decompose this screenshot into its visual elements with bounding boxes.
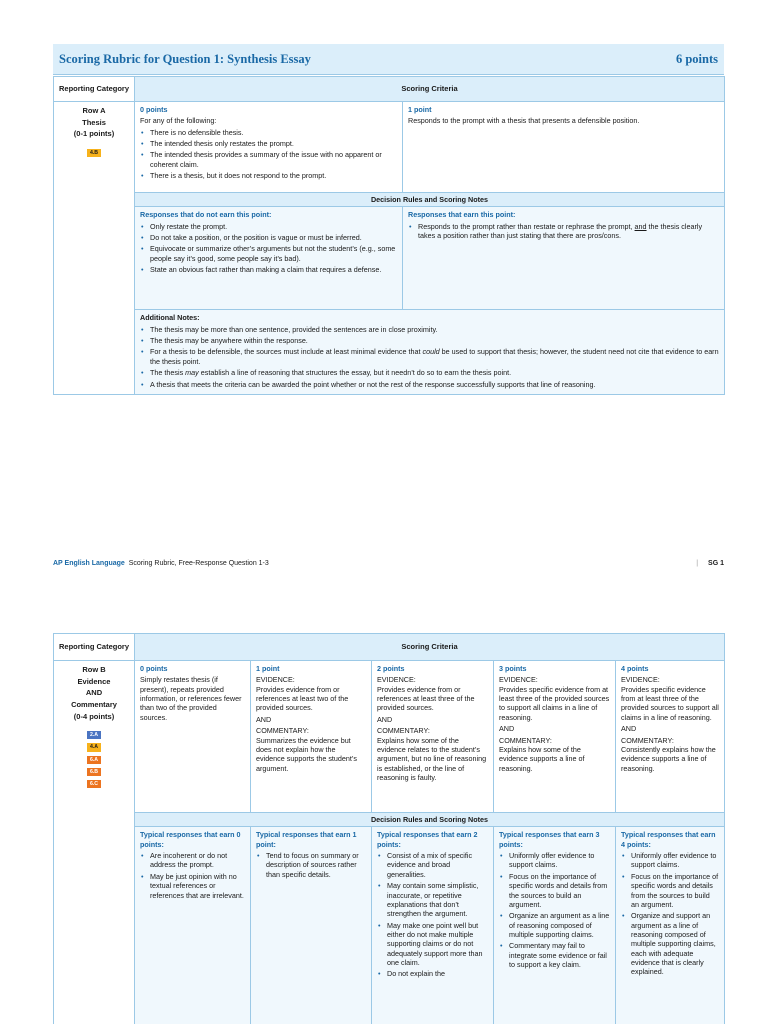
row-b-category: Evidence [77, 676, 111, 686]
points-label: 1 point [256, 664, 280, 673]
underlined-text: and [634, 221, 647, 231]
notes-heading: Typical responses that earn 0 points: [140, 830, 241, 849]
commentary-text: Explains how some of the evidence relates to the student’s argument, but no line of reasoning is established, or the line of reasoning is faulty. [377, 735, 487, 782]
points-label: 0 points [140, 105, 168, 114]
row-b-4-points [616, 661, 725, 813]
notes-list [621, 851, 719, 977]
evidence-label: EVIDENCE: [621, 675, 660, 685]
page-footer [53, 559, 724, 568]
scoring-criteria-header: Scoring Criteria [135, 77, 725, 102]
row-b-category-cell [54, 661, 135, 1024]
row-a-range: (0-1 points) [73, 129, 115, 139]
notes-list [499, 851, 610, 969]
decision-rules-band: Decision Rules and Scoring Notes [135, 813, 725, 827]
list-item: • Are incoherent or do not address the prompt. [140, 851, 245, 870]
notes-list [377, 851, 488, 979]
list-item: • The thesis may be anywhere within the response. [140, 336, 719, 345]
list-item: • May make one point well but either do not make multiple supporting claims or do not adequately support more than one claim. [377, 921, 488, 968]
notes-heading: Typical responses that earn 2 points: [377, 830, 478, 849]
criteria-text: Simply restates thesis (if present), repeats provided information, or references fewer than two of the provided sources. [140, 675, 242, 722]
row-b-2-points [372, 661, 494, 813]
list-item: • Do not take a position, or the position is vague or must be inferred. [140, 233, 397, 242]
list-item: • May be just opinion with no textual references or references that are irrelevant. [140, 872, 245, 900]
points-label: 2 points [377, 664, 405, 673]
criteria-intro: For any of the following: [140, 116, 217, 126]
notes-list [140, 851, 245, 900]
typical-1-point [251, 827, 372, 1024]
and-label: AND [499, 724, 515, 734]
typical-2-points [372, 827, 494, 1024]
criteria-text: Responds to the prompt with a thesis that presents a defensible position. [408, 116, 640, 126]
emphasis-text: could [422, 347, 440, 357]
list-item [140, 347, 719, 366]
list-item: • Uniformly offer evidence to support claims. [499, 851, 610, 870]
list-item: • Consist of a mix of specific evidence and broad generalities. [377, 851, 488, 879]
list-item: • Uniformly offer evidence to support claims. [621, 851, 719, 870]
skill-badge: 2.A [87, 731, 101, 739]
row-a-category: Thesis [82, 117, 106, 127]
note-text: establish a line of reasoning that structures the essay, but it needn’t do so to earn the thesis point. [200, 368, 512, 378]
list-item [408, 222, 719, 241]
page-number: SG 1 [708, 560, 724, 567]
list-item: • Organize and support an argument as a line of reasoning composed of multiple supporting claims, each with adequate evidence that is clearly explained. [621, 911, 719, 977]
points-label: 4 points [621, 664, 649, 673]
notes-list [140, 222, 397, 275]
list-item: • Focus on the importance of specific words and details from the sources to build an argument. [621, 872, 719, 909]
row-b-category2: Commentary [71, 699, 117, 709]
list-item: • Commentary may fail to integrate some evidence or fail to support a key claim. [499, 941, 610, 969]
row-b-and: AND [85, 688, 103, 698]
skill-badge: 4.B [87, 149, 101, 157]
list-item: • Only restate the prompt. [140, 222, 397, 231]
rubric-points: 6 points [675, 51, 718, 66]
points-label: 0 points [140, 664, 168, 673]
row-a-zero-points [135, 102, 403, 193]
list-item: • A thesis that meets the criteria can be awarded the point whether or not the rest of the response successfully supports that line of reasoning. [140, 380, 719, 389]
additional-notes [135, 310, 725, 395]
row-b-0-points [135, 661, 251, 813]
notes-list [408, 222, 719, 241]
row-a-category-cell [54, 102, 135, 395]
commentary-label: COMMENTARY: [621, 735, 674, 745]
commentary-label: COMMENTARY: [499, 735, 552, 745]
list-item: • There is a thesis, but it does not respond to the prompt. [140, 171, 397, 180]
row-a-one-point [403, 102, 725, 193]
reporting-category-header: Reporting Category [54, 77, 135, 102]
evidence-text: Provides specific evidence from at least three of the provided sources to support all claims in a line of reasoning. [621, 684, 719, 722]
criteria-list [140, 128, 397, 181]
footer-separator: | [696, 560, 699, 567]
and-label: AND [621, 724, 637, 734]
list-item: • Organize an argument as a line of reasoning composed of multiple supporting claims. [499, 911, 610, 939]
commentary-text: Consistently explains how the evidence supports a line of reasoning. [621, 744, 716, 773]
notes-heading: Typical responses that earn 3 points: [499, 830, 600, 849]
course-name: AP English Language [53, 560, 125, 567]
list-item: • Tend to focus on summary or description of sources rather than specific details. [256, 851, 366, 879]
row-a-table [53, 76, 725, 395]
and-label: AND [256, 714, 272, 724]
evidence-text: Provides evidence from or references at least two of the provided sources. [256, 684, 349, 713]
notes-heading: Typical responses that earn 4 points: [621, 830, 716, 849]
row-a-name: Row A [82, 106, 106, 115]
rubric-title: Scoring Rubric for Question 1: Synthesis Essay [59, 51, 311, 66]
evidence-text: Provides specific evidence from at least three of the provided sources to support all claims in a line of reasoning. [499, 684, 610, 722]
row-b-1-point [251, 661, 372, 813]
skill-badge: 6.C [87, 780, 101, 788]
reporting-category-header: Reporting Category [54, 634, 135, 661]
commentary-label: COMMENTARY: [256, 726, 309, 736]
notes-heading: Additional Notes: [140, 313, 200, 323]
list-item [140, 368, 719, 377]
points-label: 1 point [408, 105, 432, 114]
typical-4-points [616, 827, 725, 1024]
commentary-text: Summarizes the evidence but does not explain how the evidence supports the student’s argument. [256, 735, 357, 773]
evidence-label: EVIDENCE: [499, 675, 538, 685]
row-b-name: Row B [82, 665, 106, 674]
notes-heading: Typical responses that earn 1 point: [256, 830, 357, 849]
note-text: the thesis clearly takes a position rather than just stating that there are pros/cons. [418, 221, 703, 241]
points-label: 3 points [499, 664, 527, 673]
list-item: • Do not explain the [377, 969, 488, 978]
row-b-3-points [494, 661, 616, 813]
evidence-label: EVIDENCE: [377, 675, 416, 685]
row-b-table [53, 633, 725, 1024]
scoring-criteria-header: Scoring Criteria [135, 634, 725, 661]
rubric-header [53, 44, 724, 75]
typical-0-points [135, 827, 251, 1024]
evidence-label: EVIDENCE: [256, 675, 295, 685]
commentary-text: Explains how some of the evidence supports a line of reasoning. [499, 744, 585, 773]
commentary-label: COMMENTARY: [377, 726, 430, 736]
notes-heading: Responses that earn this point: [408, 210, 516, 220]
note-text: Responds to the prompt rather than restate or rephrase the prompt, [418, 221, 633, 231]
skill-badge: 6.B [87, 768, 101, 776]
notes-heading: Responses that do not earn this point: [140, 210, 272, 220]
list-item: • Equivocate or summarize other’s arguments but not the student’s (e.g., some people say it’s good, some people say it’s bad). [140, 244, 397, 263]
notes-list [140, 325, 719, 389]
list-item: • There is no defensible thesis. [140, 128, 397, 137]
note-text: The thesis [150, 368, 184, 378]
note-text: be used to support that thesis; however, the student need not cite that evidence to earn the thesis point. [150, 347, 719, 366]
not-earn-notes [135, 207, 403, 310]
skill-badge: 6.A [87, 756, 101, 764]
and-label: AND [377, 714, 393, 724]
emphasis-text: may [185, 368, 199, 378]
decision-rules-band: Decision Rules and Scoring Notes [135, 193, 725, 207]
list-item: • State an obvious fact rather than making a claim that requires a defense. [140, 265, 397, 274]
skill-badge: 4.A [87, 743, 101, 751]
row-b-range: (0-4 points) [73, 711, 115, 721]
evidence-text: Provides evidence from or references at least three of the provided sources. [377, 684, 475, 713]
list-item: • The thesis may be more than one sentence, provided the sentences are in close proximity. [140, 325, 719, 334]
typical-3-points [494, 827, 616, 1024]
earn-notes [403, 207, 725, 310]
list-item: • Focus on the importance of specific words and details from the sources to build an argument. [499, 872, 610, 909]
document-name: Scoring Rubric, Free-Response Question 1-3 [128, 560, 269, 567]
list-item: • May contain some simplistic, inaccurate, or repetitive explanations that don’t strengthen the argument. [377, 881, 488, 918]
notes-list [256, 851, 366, 879]
list-item: • The intended thesis only restates the prompt. [140, 139, 397, 148]
list-item: • The intended thesis provides a summary of the issue with no apparent or coherent claim. [140, 150, 397, 169]
note-text: For a thesis to be defensible, the sources must include at least minimal evidence that [150, 347, 421, 357]
